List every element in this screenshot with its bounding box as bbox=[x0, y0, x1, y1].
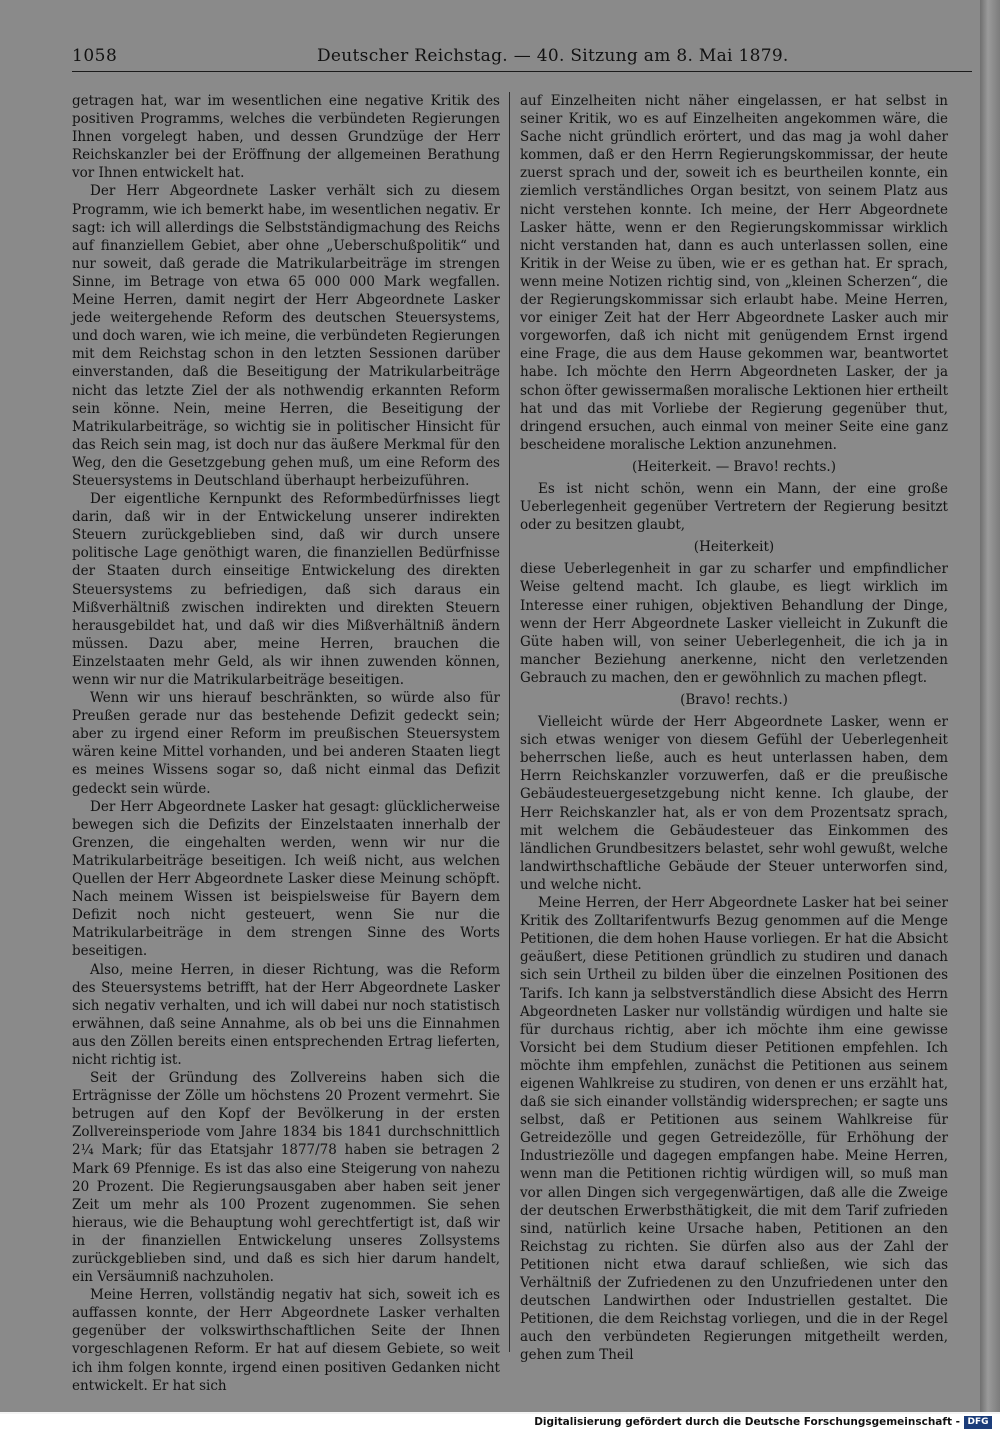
paragraph: Meine Herren, der Herr Abgeordnete Lasker hat bei seiner Kritik des Zolltarifentwurfs Bezug genommen auf die Menge Petitionen, die dem hohen Hause vorliegen. Er hat die Absicht geäußert, diese Petitionen gründlich zu studiren und danach sich sein Urtheil zu bilden über die einzelnen Positionen des Tarifs. Ich kann ja selbstverständlich diese Absicht des Herrn Abgeordneten Lasker nur vollständig würdigen und halte sie für durchaus richtig, aber ich möchte ihm eine gewisse Vorsicht bei dem Studium dieser Petitionen empfehlen. Ich möchte ihm empfehlen, zunächst die Petitionen aus seinem eigenen Wahlkreise zu studiren, von denen er uns erzählt hat, daß sie sich einander vollständig widersprechen; er sagte uns selbst, daß er Petitionen aus seinem Wahlkreise für Getreidezölle und gegen Getreidezölle, für Erhöhung der Industriezölle und dagegen empfangen habe. Meine Herren, wenn man die Petitionen richtig würdigen will, so muß man vor allen Dingen sich vergegenwärtigen, daß alle die Zweige der deutschen Erwerbsthätigkeit, die mit dem Tarif zufrieden sind, natürlich keine Ursache haben, Petitionen an den Reichstag zu richten. Sie dürfen also aus der Zahl der Petitionen nicht etwa darauf schließen, wie sich das Verhältniß der Zufriedenen zu den Unzufriedenen unter den deutschen Landwirthen oder Industriellen gestaltet. Die Petitionen, die dem Reichstag vorliegen, und die in der Regel auch den verbündeten Regierungen mitgetheilt werden, gehen zum Theil bbox=[520, 895, 948, 1364]
paragraph: Wenn wir uns hierauf beschränkten, so würde also für Preußen gerade nur das bestehende Defizit gedeckt sein; aber zu irgend einer Reform im preußischen Steuersystem wären keine Mittel vorhanden, und bei anderen Staaten liegt es meines Wissens sogar so, daß nicht einmal das Defizit gedeckt sein würde. bbox=[72, 690, 500, 797]
paragraph: Es ist nicht schön, wenn ein Mann, der eine große Ueberlegenheit gegenüber Vertretern der Regierung besitzt oder zu besitzen glaubt, bbox=[520, 480, 948, 534]
page-number: 1058 bbox=[72, 46, 118, 66]
paragraph: Vielleicht würde der Herr Abgeordnete Lasker, wenn er sich etwas weniger von diesem Gefühl der Ueberlegenheit beherrschen ließe, auch es heut unterlassen haben, dem Herrn Reichskanzler vorzuwerfen, daß er die preußische Gebäudesteuergesetzgebung nicht kenne. Ich glaube, der Herr Reichskanzler hat, als er von dem Prozentsatz sprach, mit welchem die Gebäudesteuer das Einkommen des ländlichen Grundbesitzers belastet, sehr wohl gewußt, welche landwirthschaftliche Gebäude der Steuer unterworfen sind, und welche nicht. bbox=[520, 714, 948, 893]
interjection: (Heiterkeit) bbox=[693, 539, 775, 556]
right-column bbox=[520, 92, 948, 1364]
running-head-title: Deutscher Reichstag. — 40. Sitzung am 8. Mai 1879. bbox=[317, 46, 789, 66]
paragraph: Der Herr Abgeordnete Lasker verhält sich zu diesem Programm, wie ich bemerkt habe, im wesentlichen negativ. Er sagt: ich will allerdings die Selbstständigmachung des Reichs auf finanziellem Gebiet, aber ohne „Ueberschußpolitik“ und nur soweit, daß gerade die Matrikularbeiträge im strengen Sinne, im Betrage von etwa 65 000 000 Mark wegfallen. Meine Herren, damit negirt der Herr Abgeordnete Lasker jede weitergehende Reform des deutschen Steuersystems, und doch waren, wie ich meine, die verbündeten Regierungen mit dem Reichstag schon in den letzten Sessionen darüber einverstanden, daß die Beseitigung der Matrikularbeiträge nicht das letzte Ziel der als nothwendig erkannten Reform sein könne. Nein, meine Herren, die Beseitigung der Matrikularbeiträge, so wichtig sie in politischer Hinsicht für das Reich sein mag, ist doch nur das äußere Merkmal für den Weg, den die Gesetzgebung gehen muß, um eine Reform des Steuersystems in Deutschland überhaupt herbeizuführen. bbox=[72, 183, 500, 489]
paragraph: Der eigentliche Kernpunkt des Reformbedürfnisses liegt darin, daß wir in der Entwickelung unserer indirekten Steuern zurückgeblieben sind, daß wir durch unsere politische Lage genöthigt waren, die finanziellen Bedürfnisse der Staaten durch einseitige Entwickelung des direkten Steuersystems zu befriedigen, daß sich daraus ein Mißverhältniß zwischen indirekten und direkten Steuern herausgebildet hat, und daß wir dies Mißverhältniß ändern müssen. Dazu aber, meine Herren, brauchen die Einzelstaaten mehr Geld, als wir ihnen zuwenden können, wenn wir nur die Matrikularbeiträge beseitigen. bbox=[72, 491, 500, 688]
paragraph: Der Herr Abgeordnete Lasker hat gesagt: glücklicherweise bewegen sich die Defizits der Einzelstaaten innerhalb der Grenzen, die eingehalten werden, wenn wir nur die Matrikularbeiträge beseitigen. Ich weiß nicht, aus welchen Quellen der Herr Abgeordnete Lasker diese Meinung schöpft. Nach meinem Wissen ist beispielsweise für Bayern dem Defizit noch nicht gesteuert, wenn Sie nur die Matrikularbeiträge in dem strengen Sinne des Worts beseitigen. bbox=[72, 798, 500, 960]
funding-credit: Digitalisierung gefördert durch die Deutsche Forschungsgemeinschaft - bbox=[534, 1416, 960, 1428]
paragraph: Seit der Gründung des Zollvereins haben sich die Erträgnisse der Zölle um höchstens 20 Prozent vermehrt. Sie betrugen auf den Kopf der Bevölkerung in der ersten Zollvereinsperiode vom Jahre 1834 bis 1841 durchschnittlich 2¼ Mark; für das Etatsjahr 1877/78 haben sie betragen 2 Mark 69 Pfennige. Es ist das also eine Steigerung von nahezu 20 Prozent. Die Regierungsausgaben aber haben seit jener Zeit um mehr als 100 Prozent zugenommen. Sie sehen hieraus, wie die Behauptung wohl gerechtfertigt ist, daß wir in der finanziellen Entwickelung unseres Zollsystems zurückgeblieben sind, und daß es sich hier darum handelt, ein Versäumniß nachzuholen. bbox=[72, 1070, 500, 1286]
dfg-logo-icon: DFG bbox=[964, 1416, 992, 1429]
column-divider bbox=[509, 92, 510, 1352]
page-edge-shadow bbox=[980, 0, 1000, 1412]
paragraph: Meine Herren, vollständig negativ hat sich, soweit ich es auffassen konnte, der Herr Abgeordnete Lasker verhalten gegenüber der volkswirthschaftlichen Seite der Ihnen vorgeschlagenen Reform. Er hat auf diesem Gebiete, so weit ich ihm folgen konnte, irgend einen positiven Gedanken nicht entwickelt. Er hat sich bbox=[72, 1287, 500, 1394]
paragraph: getragen hat, war im wesentlichen eine negative Kritik des positiven Programms, welches die verbündeten Regierungen Ihnen vorgelegt haben, und dessen Grundzüge der Herr Reichskanzler bei der Eröffnung der allgemeinen Berathung vor Ihnen entwickelt hat. bbox=[72, 93, 500, 182]
paragraph: auf Einzelheiten nicht näher eingelassen, er hat selbst in seiner Kritik, wo es auf Einzelheiten angekommen wäre, die Sache nicht gründlich erörtert, und das mag ja wohl daher kommen, daß er den Herrn Regierungskommissar, der heute zuerst sprach und der, soweit ich es beurtheilen konnte, ein ziemlich verständliches Organ besitzt, von seinem Platz aus nicht verstehen konnte. Ich meine, der Herr Abgeordnete Lasker hätte, wenn er den Regierungskommissar wirklich nicht verstanden hat, dann es auch unterlassen sollen, eine Kritik in der Weise zu üben, wie er es gethan hat. Er sprach, wenn meine Notizen richtig sind, von „kleinen Scherzen“, die der Regierungskommissar sich erlaubt habe. Meine Herren, vor einiger Zeit hat der Herr Abgeordnete Lasker auch mir vorgeworfen, daß ich nicht mit genügendem Ernst irgend eine Frage, die aus dem Hause gekommen war, beantwortet habe. Ich möchte den Herrn Abgeordneten Lasker, der ja schon öfter gewissermaßen moralische Lektionen hier ertheilt hat und das mit Vorliebe der Regierung gegenüber thut, dringend ersuchen, auch einmal von meiner Seite eine ganz bescheidene moralische Lektion anzunehmen. bbox=[520, 93, 948, 453]
paragraph: Also, meine Herren, in dieser Richtung, was die Reform des Steuersystems betrifft, hat der Herr Abgeordnete Lasker sich negativ verhalten, und ich will dabei nur noch statistisch erwähnen, daß seine Annahme, als ob bei uns die Einnahmen aus den Zöllen bereits einen entsprechenden Ertrag lieferten, nicht richtig ist. bbox=[72, 961, 500, 1068]
paragraph: diese Ueberlegenheit in gar zu scharfer und empfindlicher Weise geltend macht. Ich glaube, es liegt wirklich im Interesse einer ruhigen, objektiven Behandlung der Dinge, wenn der Herr Abgeordnete Lasker vielleicht in Zukunft die Güte haben will, von seiner Ueberlegenheit, die ich ja in mancher Beziehung anerkenne, nicht den verletzenden Gebrauch zu machen, den er gewöhnlich zu machen pflegt. bbox=[520, 561, 948, 686]
digitization-footer bbox=[0, 1414, 1000, 1432]
running-header bbox=[72, 44, 972, 72]
interjection: (Bravo! rechts.) bbox=[680, 692, 788, 708]
interjection: (Heiterkeit. — Bravo! rechts.) bbox=[631, 458, 836, 475]
left-column bbox=[72, 92, 500, 1394]
